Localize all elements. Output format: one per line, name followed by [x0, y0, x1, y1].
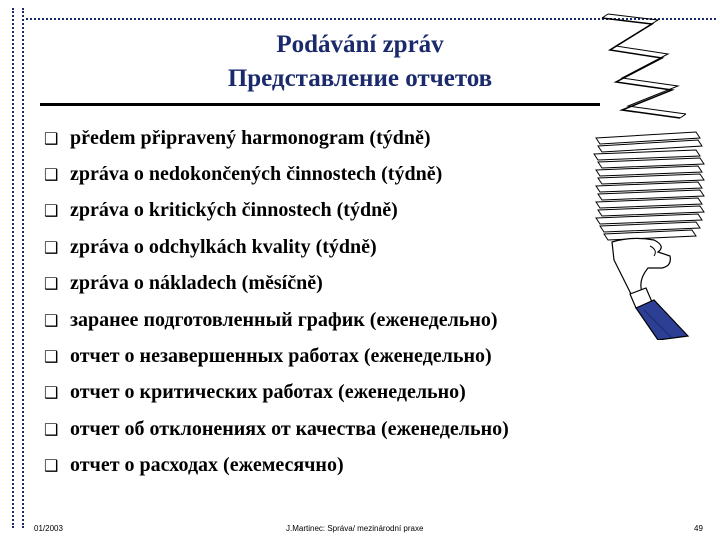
slide-title	[150, 28, 570, 96]
footer-page-number: 49	[694, 524, 703, 533]
bullet-item	[44, 229, 509, 265]
bullet-text: zpráva o kritických činnostech (týdně)	[70, 199, 398, 222]
hollow-square-bullet-icon: ❑	[44, 201, 59, 221]
footer-date: 01/2003	[34, 524, 63, 533]
hollow-square-bullet-icon: ❑	[44, 419, 59, 439]
bullet-text: zpráva o nákladech (měsíčně)	[70, 272, 323, 295]
bullet-item	[44, 193, 509, 229]
left-dotted-border	[12, 8, 24, 528]
hollow-square-bullet-icon: ❑	[44, 237, 59, 257]
bullet-item	[44, 120, 509, 156]
hollow-square-bullet-icon: ❑	[44, 274, 59, 294]
bullet-item	[44, 411, 509, 447]
bullet-item	[44, 448, 509, 484]
bullet-text: отчет о расходах (ежемесячно)	[70, 454, 344, 477]
hollow-square-bullet-icon: ❑	[44, 128, 59, 148]
paper-stack-hand-icon	[592, 10, 712, 340]
bullet-text: zpráva o odchylkách kvality (týdně)	[70, 235, 377, 258]
bullet-list	[44, 120, 509, 484]
bullet-text: отчет о незавершенных работах (еженедельно)	[70, 345, 492, 368]
hollow-square-bullet-icon: ❑	[44, 347, 59, 367]
bullet-item	[44, 302, 509, 338]
bullet-text: předem připravený harmonogram (týdně)	[70, 126, 431, 149]
bullet-item	[44, 156, 509, 192]
hollow-square-bullet-icon: ❑	[44, 310, 59, 330]
bullet-text: zpráva o nedokončených činnostech (týdně)	[70, 163, 443, 186]
bullet-text: отчет об отклонениях от качества (еженедельно)	[70, 417, 509, 440]
bullet-item	[44, 375, 509, 411]
bullet-item	[44, 338, 509, 374]
title-russian: Представление отчетов	[227, 65, 493, 92]
title-czech: Podávání zpráv	[276, 31, 444, 58]
hollow-square-bullet-icon: ❑	[44, 383, 59, 403]
title-underline	[40, 103, 600, 106]
bullet-item	[44, 266, 509, 302]
footer-author: J.Martinec: Správa/ mezinárodní praxe	[286, 524, 424, 533]
bullet-text: отчет о критических работах (еженедельно)	[70, 381, 466, 404]
bullet-text: заранее подготовленный график (еженедельно)	[70, 308, 498, 331]
hollow-square-bullet-icon: ❑	[44, 165, 59, 185]
hollow-square-bullet-icon: ❑	[44, 456, 59, 476]
